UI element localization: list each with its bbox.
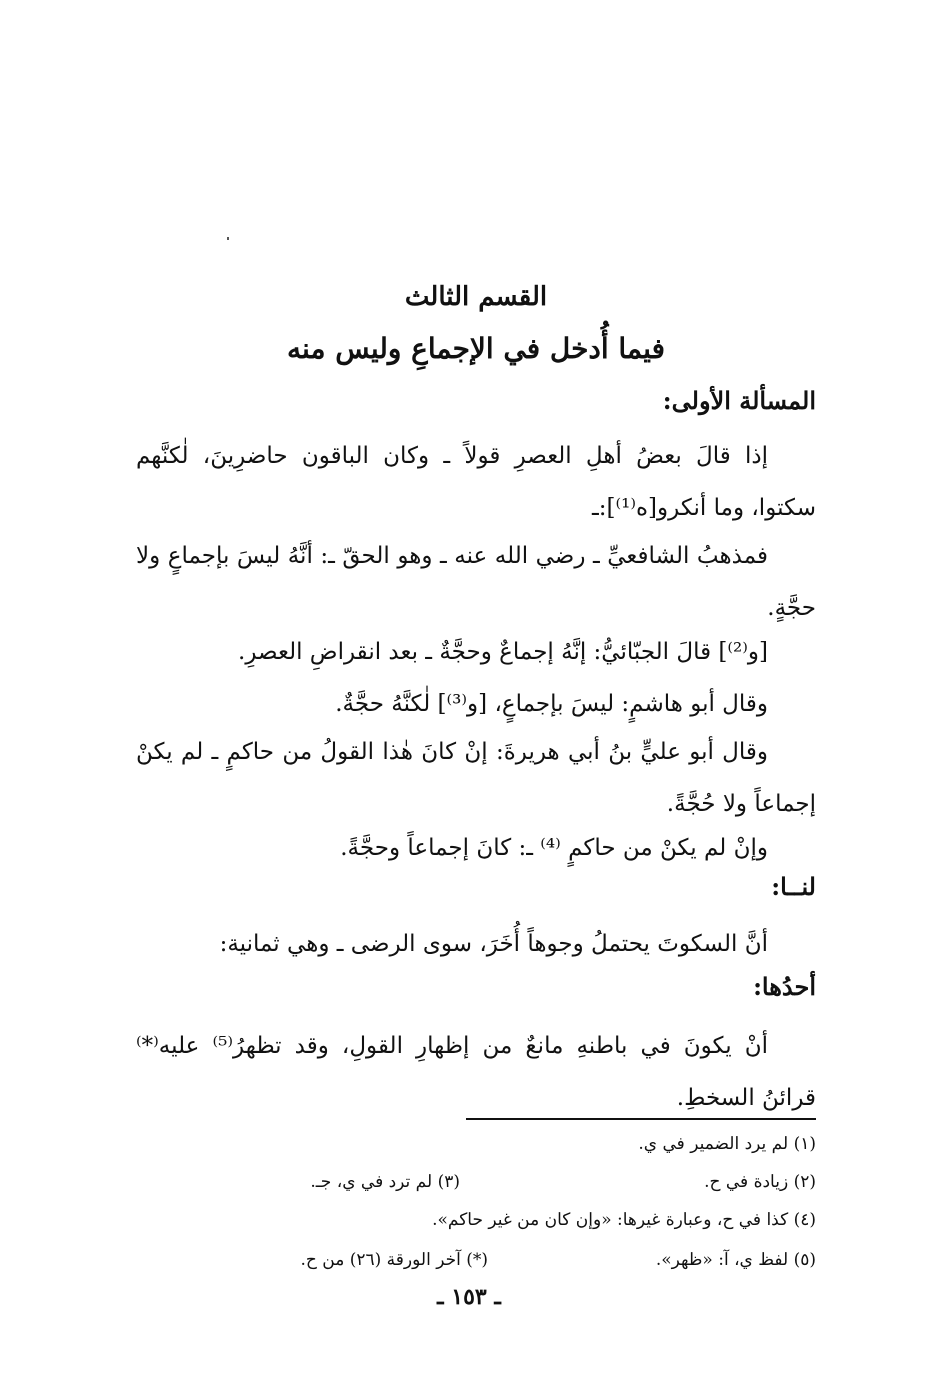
paragraph-7: أنَّ السكوتَ يحتملُ وجوهاً أُخَرَ، سوى الرضى ـ وهي ثمانية:	[219, 931, 768, 957]
footnote-5: (٥) لفظ ي، آ: «ظهر».	[655, 1250, 816, 1270]
paragraph-4: وقال أبو هاشمٍ: ليسَ بإجماعٍ، [و⁽³⁾] لٰكنَّهُ حجَّةٌ.	[335, 691, 768, 717]
paragraph-1: إذا قالَ بعضُ أهلِ العصرِ قولاً ـ وكان الباقون حاضرِينَ، لٰكنَّهم سكتوا، وما أنكرو[ه⁽¹⁾]:ـ	[136, 443, 816, 521]
section-title: القسم الثالث	[404, 282, 548, 312]
footnote-1: (١) لم يرد الضمير في ي.	[638, 1134, 816, 1154]
footnote-divider	[466, 1118, 816, 1120]
page-number: ـ ١٥٣ ـ	[437, 1284, 501, 1310]
paragraph-3: [و⁽²⁾] قالَ الجبّائيُّ: إنَّهُ إجماعٌ وحجَّةٌ ـ بعد انقراضِ العصرِ.	[238, 639, 768, 665]
heading-ahaduha: أحدُها:	[753, 972, 816, 1001]
footnote-3: (٣) لم ترد في ي، جـ.	[310, 1172, 460, 1192]
paragraph-2: فمذهبُ الشافعيِّ ـ رضي الله عنه ـ وهو الحقّ ـ: أنَّهُ ليسَ بإجماعٍ ولا حجَّةٍ.	[136, 543, 816, 621]
paragraph-8: أنْ يكونَ في باطنهِ مانعٌ من إظهارِ القولِ، وقد تظهرُ⁽⁵⁾ عليه⁽*⁾ قرائنُ السخطِ.	[136, 1033, 816, 1111]
footnote-2: (٢) زيادة في ح.	[704, 1172, 816, 1192]
scan-speck	[227, 237, 229, 240]
section-subtitle: فيما أُدخل في الإجماعِ وليس منه	[287, 332, 665, 365]
paragraph-6: وإنْ لم يكنْ من حاكمٍ ⁽⁴⁾ ـ: كانَ إجماعاً وحجَّةً.	[340, 835, 768, 861]
footnote-4: (٤) كذا في ح، وعبارة غيرها: «وإن كان من غير حاكم».	[432, 1210, 816, 1230]
heading-lana: لنــا:	[771, 872, 816, 901]
heading-first-issue: المسألة الأولى:	[662, 386, 816, 415]
footnote-folio: (*) آخر الورقة (٢٦) من ح.	[300, 1250, 488, 1270]
paragraph-5: وقال أبو عليٍّ بنُ أبي هريرةَ: إنْ كانَ هٰذا القولُ من حاكمٍ ـ لم يكنْ إجماعاً ولا حُجَّةً.	[136, 739, 816, 817]
